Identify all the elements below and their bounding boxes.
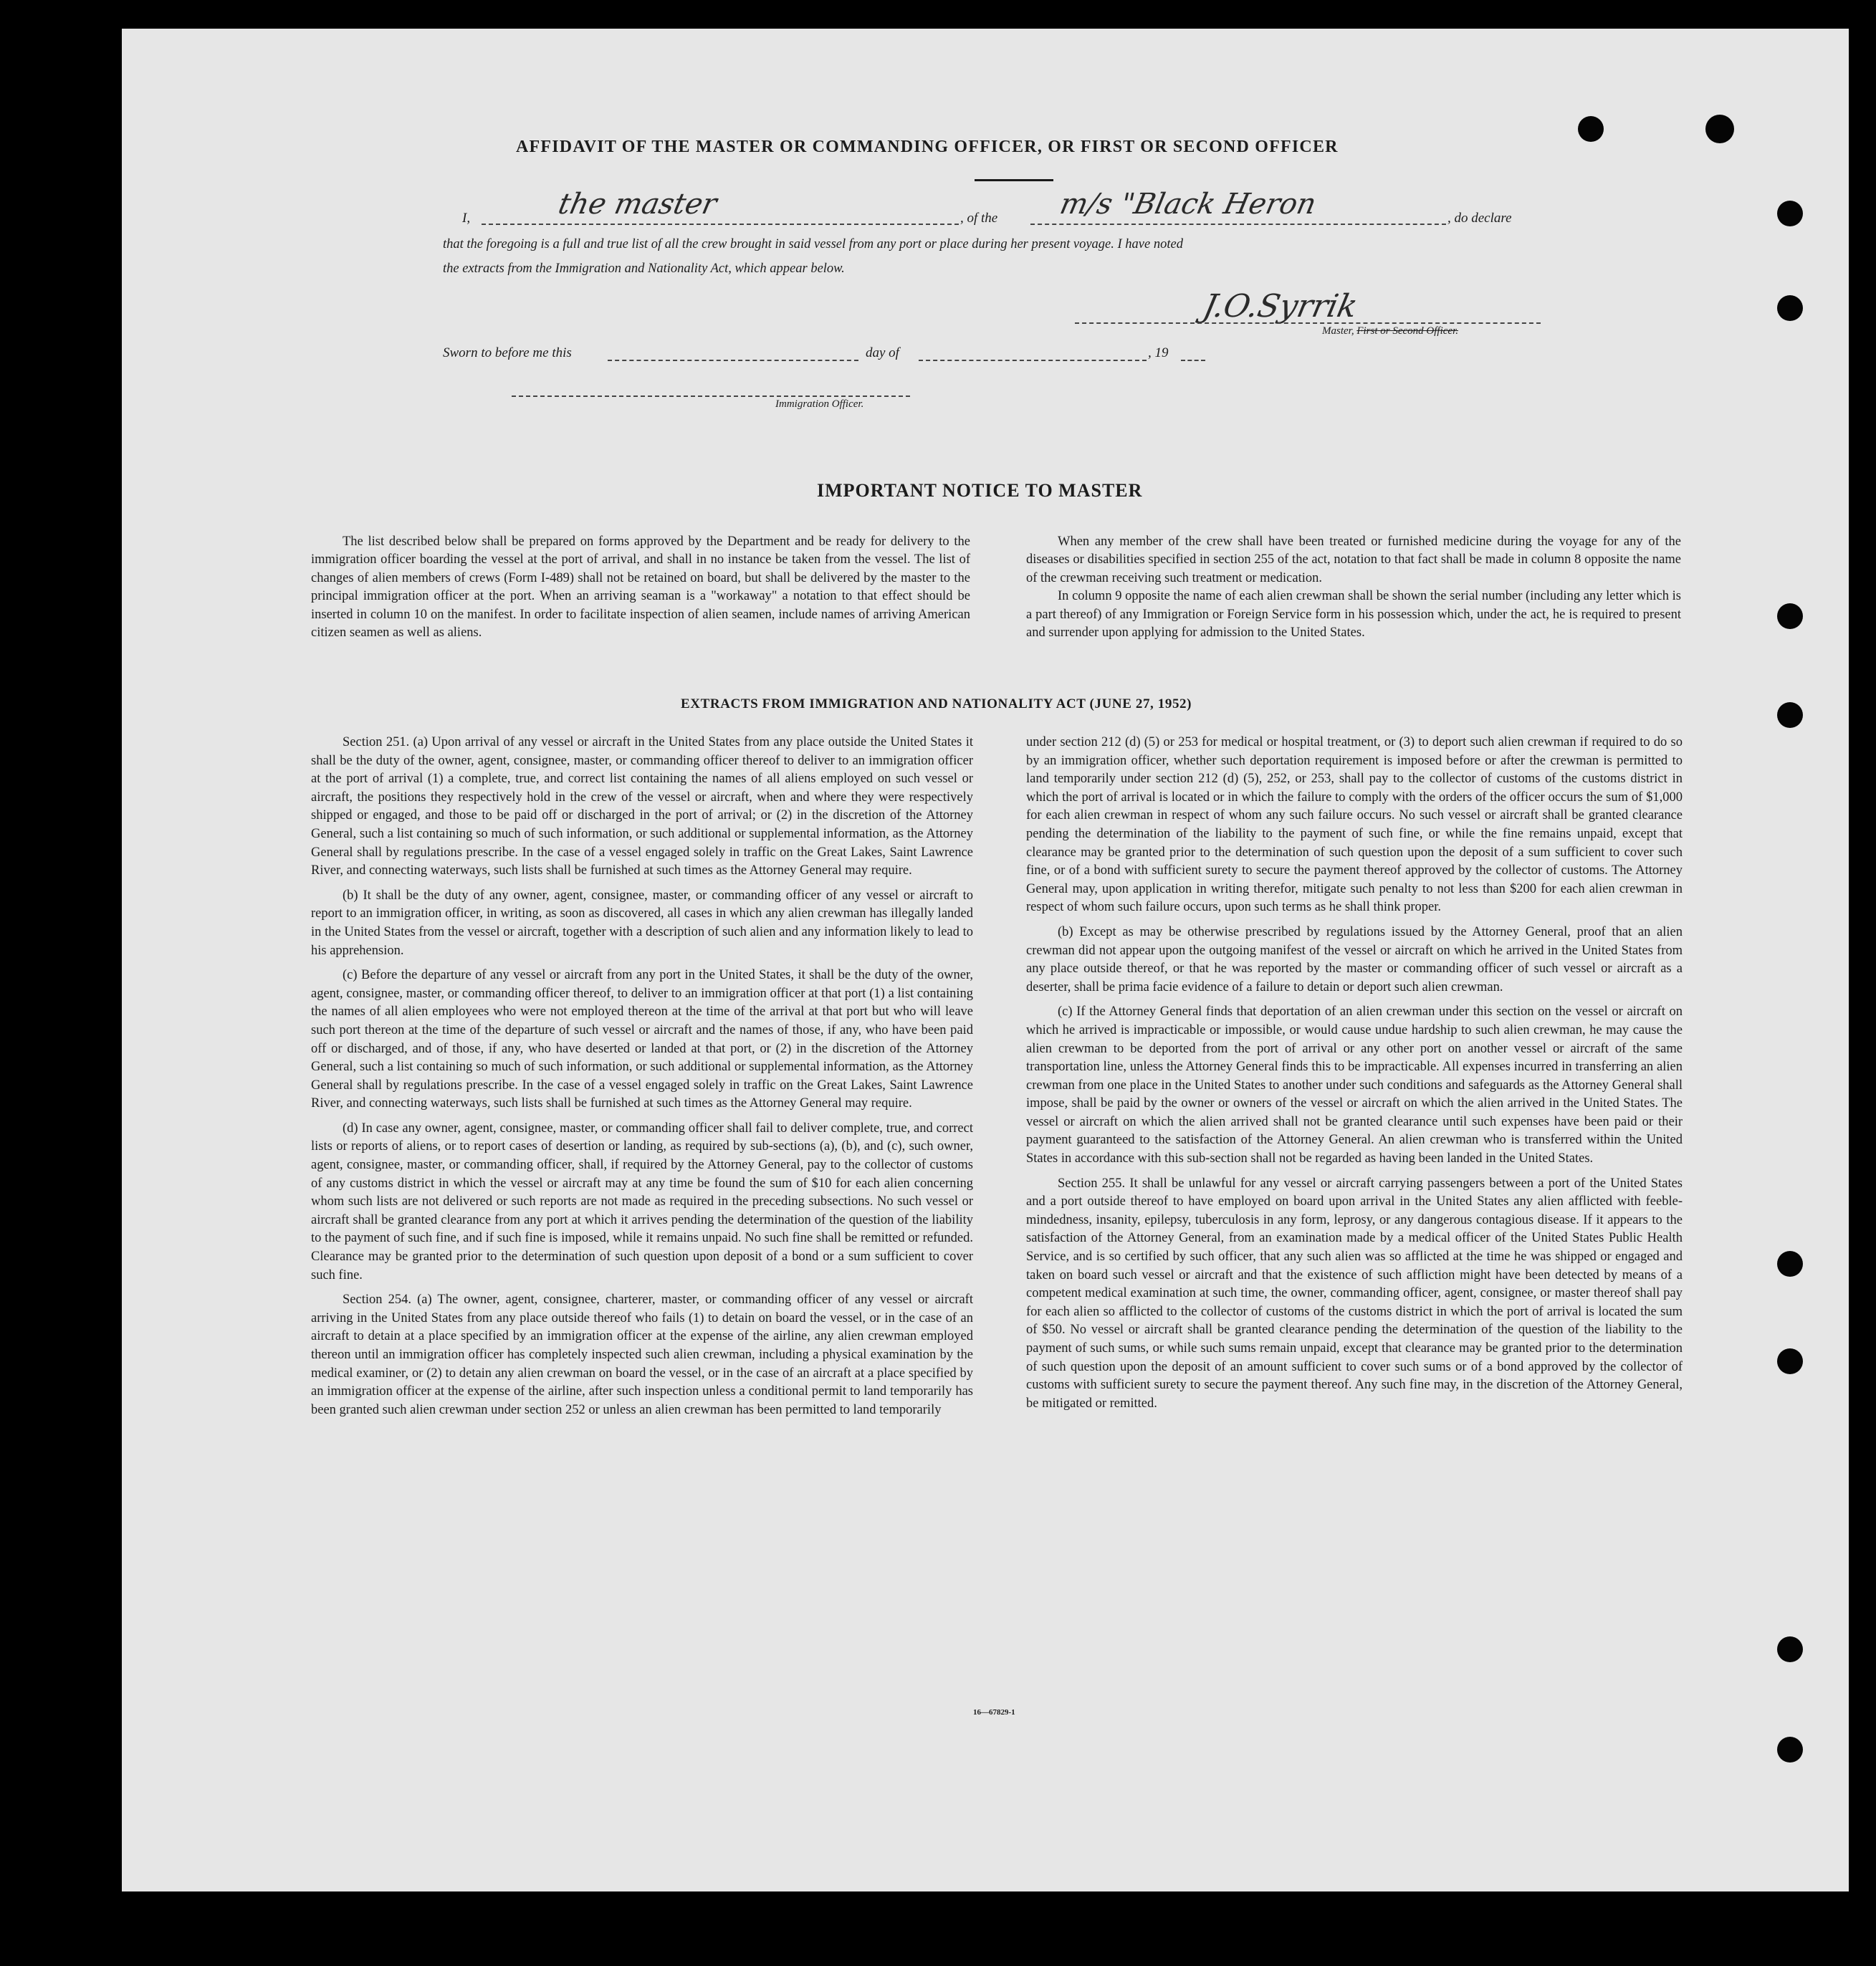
title-rule — [975, 179, 1053, 181]
declaration-line-1: that the foregoing is a full and true list of all the crew brought in said vessel from any port or place during her present voyage. I have noted — [443, 237, 1183, 251]
officer-signature-line — [512, 395, 910, 397]
print-code: 16—67829-1 — [973, 1708, 1015, 1717]
punch-hole — [1705, 115, 1734, 143]
punch-hole — [1777, 1636, 1803, 1662]
year-label: , 19 — [1148, 345, 1169, 360]
i-label: I, — [462, 211, 471, 226]
notice-right-paragraph-2: In column 9 opposite the name of each alien crewman shall be shown the serial number (including any letter which is a part thereof) of any Immigration or Foreign Service form in his possession which, under the act, he is required to present and surrender upon applying for admission to the United States. — [1026, 589, 1681, 641]
officer-caption: Immigration Officer. — [775, 398, 864, 410]
vessel-line — [1030, 224, 1446, 225]
declaration-line-2: the extracts from the Immigration and Nationality Act, which appear below. — [443, 262, 845, 276]
sworn-label: Sworn to before me this — [443, 345, 572, 360]
notice-left-paragraph: The list described below shall be prepared on forms approved by the Department and be ready for delivery to the immigration officer boarding the vessel at the port of arrival, and shall in no instance be taken from the vessel. The list of changes of alien members of crews (Form I-489) shall not be retained on board, but shall be delivered by the master to the principal immigration officer at the port. When an arriving seaman is a "workaway" a notation to that effect should be inserted in column 10 on the manifest. In order to facilitate inspection of alien seamen, include names of arriving American citizen seamen as well as aliens. — [311, 534, 970, 641]
section-254-a-continued: under section 212 (d) (5) or 253 for medical or hospital treatment, or (3) to deport such alien crewman if required to do so by an immigration officer, whether such deportation requirement is imposed before or after the crewman is permitted to land temporarily under section 212 (d) (5), 252, or 253, shall pay to the collector of customs of the customs district in which the port of arrival is located or in which the failure to comply with the orders of the officer occurs the sum of $1,000 for each alien crewman in respect of whom any such failure occurs. No such vessel or aircraft shall be granted clearance pending the determination of the liability to the payment of such fine, or while the fine remains unpaid, except that clearance may be granted prior to the determination of such question upon the deposit of a sum sufficient to cover such fine, or of a bond with sufficient surety to secure the payment thereof approved by the collector of customs. The Attorney General may, upon application in writing therefor, mitigate such penalty to not less than $200 for each alien crewman in respect of whom such failure occurs, upon such terms as he shall think proper. — [1026, 735, 1683, 915]
punch-hole — [1777, 201, 1803, 226]
punch-hole — [1777, 295, 1803, 321]
notice-right — [1026, 533, 1681, 642]
punch-hole — [1578, 116, 1604, 142]
notice-right-paragraph-1: When any member of the crew shall have been treated or furnished medicine during the voyage for any of the diseases or disabilities specified in section 255 of the act, notation to that fact shall be made in column 8 opposite the name of the crewman receiving such treatment or medication. — [1026, 534, 1681, 585]
section-254-c: (c) If the Attorney General finds that deportation of an alien crewman under this section on the vessel or aircraft on which he arrived is impracticable or impossible, or would cause undue hardship to such alien crewman, he may cause the alien crewman to be deported from the port of arrival or any other port on another vessel or aircraft of the same transportation line, unless the Attorney General finds this to be impracticable. All expenses incurred in transferring an alien crewman from one place in the United States to another under such conditions and safeguards as the Attorney General shall impose, shall be paid by the owner or owners of the vessel or aircraft on which the alien arrived in the United States. The vessel or aircraft on which the alien arrived shall not be granted clearance until such expenses have been paid or their payment guaranteed to the satisfaction of the Attorney General. An alien crewman who is transferred within the United States in accordance with this sub-section shall not be regarded as having been landed in the United States. — [1026, 1004, 1683, 1166]
name-line — [482, 224, 959, 225]
affidavit-title: AFFIDAVIT OF THE MASTER OR COMMANDING OFFICER, OR FIRST OR SECOND OFFICER — [516, 138, 1339, 156]
caption-master: Master, — [1322, 325, 1354, 337]
notice-title: IMPORTANT NOTICE TO MASTER — [817, 480, 1143, 501]
signature-line — [1075, 322, 1541, 324]
signature: J.O.Syrrik — [1200, 288, 1361, 325]
sworn-month-line — [919, 360, 1147, 361]
punch-hole — [1777, 603, 1803, 629]
handwritten-name: the master — [555, 188, 720, 221]
section-255: Section 255. It shall be unlawful for any vessel or aircraft carrying passengers between a port of the United States and a port outside thereof to have employed on board upon arrival in the United States any alien afflicted with feeble-mindedness, insanity, epilepsy, tuberculosis in any form, leprosy, or any dangerous contagious disease. If it appears to the satisfaction of the Attorney General, from an examination made by a medical officer of the United States Public Health Service, and is so certified by such officer, that any such alien was so afflicted at the time he was shipped or engaged and taken on board such vessel or aircraft and that the existence of such affliction might have been detected by means of a competent medical examination at such time, the owner, commanding officer, agent, consignee, or master thereof shall pay for each alien so afflicted to the collector of customs of the customs district in which the port of arrival is located the sum of $50. No vessel or aircraft shall be granted clearance pending the determination of the question of the liability to the payment of such sums, or while such sums remain unpaid, except that clearance may be granted prior to the determination of such question upon the deposit of an amount sufficient to cover such sums or of a bond approved by the collector of customs with sufficient surety to secure the payment thereof. Any such fine may, in the discretion of the Attorney General, be mitigated or remitted. — [1026, 1176, 1683, 1411]
day-of-label: day of — [866, 345, 899, 360]
section-254-a: Section 254. (a) The owner, agent, consignee, charterer, master, or commanding officer of any vessel or aircraft arriving in the United States from any place outside thereof who fails (1) to detain on board the vessel, or in the case of an aircraft to detain at a place specified by an immigration officer at the expense of the airline, any alien crewman employed thereon until an immigration officer has completely inspected such alien crewman, including a physical examination by the medical examiner, or (2) to detain any alien crewman on board the vessel, or in the case of an aircraft at a place specified by an immigration officer at the expense of the airline, after such inspection unless a conditional permit to land temporarily has been granted such alien crewman under section 252 or unless an alien crewman has been permitted to land temporarily — [311, 1293, 973, 1417]
caption-struck: First or Second Officer. — [1356, 325, 1458, 337]
punch-hole — [1777, 1737, 1803, 1763]
section-254-b: (b) Except as may be otherwise prescribed by regulations issued by the Attorney General, proof that an alien crewman did not appear upon the outgoing manifest of the vessel or aircraft on which he arrived in the United States from any place outside thereof, or that he was reported by the master or commanding officer of such vessel or aircraft as a deserter, shall be prima facie evidence of a failure to detain or deport such alien crewman. — [1026, 924, 1683, 994]
punch-hole — [1777, 1251, 1803, 1277]
section-251-d: (d) In case any owner, agent, consignee, master, or commanding officer shall fail to deliver complete, true, and correct lists or reports of aliens, or to report cases of desertion or landing, as required by sub-sections (a), (b), and (c), such owner, agent, consignee, master, or commanding officer, shall, if required by the Attorney General, pay to the collector of customs of any customs district in which the vessel or aircraft may at any time be found the sum of $10 for each alien concerning whom such lists are not delivered or such reports are not made as required in the preceding subsections. No such vessel or aircraft shall be granted clearance from any port at which it arrives pending the determination of the question of the liability to the payment of such fine, and if such fine is imposed, while it remains unpaid. No such fine shall be remitted or refunded. Clearance may be granted prior to the determination of such question upon deposit of a bond or a sum sufficient to cover such fine. — [311, 1121, 973, 1282]
punch-hole — [1777, 702, 1803, 728]
signature-caption — [1322, 325, 1458, 337]
section-251-a: Section 251. (a) Upon arrival of any vessel or aircraft in the United States from any place outside the United States it shall be the duty of the owner, agent, consignee, master, or commanding officer thereof to deliver to an immigration officer at the port of arrival (1) a complete, true, and correct list containing the names of all aliens employed on such vessel or aircraft, the positions they respectively hold in the crew of the vessel or aircraft, when and where they were respectively shipped or engaged, and those to be paid off or discharged in the port of arrival; or (2) in the discretion of the Attorney General, such a list containing so much of such information, or such additional or supplemental information, as the Attorney General shall by regulations prescribe. In the case of a vessel engaged solely in traffic on the Great Lakes, Saint Lawrence River, and connecting waterways, such lists shall be furnished at such times as the Attorney General may require. — [311, 735, 973, 878]
section-251-c: (c) Before the departure of any vessel or aircraft from any port in the United States, it shall be the duty of the owner, agent, consignee, master, or commanding officer thereof, to deliver to an immigration officer at that port (1) a list containing the names of all alien employees who were not employed thereon at the time of the arrival at that port but who will leave such port thereon at the time of the departure of such vessel or aircraft and the names of those, if any, who have been paid off or discharged, and of those, if any, who have deserted or landed at that port, or (2) in the discretion of the Attorney General, such a list containing so much of such information, or such additional or supplemental information, as the Attorney General shall by regulations prescribe. In the case of a vessel engaged solely in traffic on the Great Lakes, Saint Lawrence River, and connecting waterways, such lists shall be furnished at such times as the Attorney General may require. — [311, 968, 973, 1111]
notice-left — [311, 533, 970, 642]
sworn-day-line — [608, 360, 858, 361]
punch-hole — [1777, 1348, 1803, 1374]
section-251-b: (b) It shall be the duty of any owner, agent, consignee, master, or commanding officer of any vessel or aircraft to report to an immigration officer, in writing, as soon as discovered, all cases in which any alien crewman has illegally landed in the United States from the vessel or aircraft, together with a description of such alien and any information likely to lead to his apprehension. — [311, 888, 973, 958]
do-declare-label: , do declare — [1447, 211, 1512, 226]
extracts-left-column — [311, 734, 973, 1426]
extracts-title: EXTRACTS FROM IMMIGRATION AND NATIONALITY ACT (JUNE 27, 1952) — [681, 696, 1192, 711]
handwritten-vessel: m/s "Black Heron — [1057, 188, 1319, 221]
sworn-year-line — [1181, 360, 1205, 361]
of-the-label: , of the — [960, 211, 998, 226]
extracts-right-column — [1026, 734, 1683, 1419]
